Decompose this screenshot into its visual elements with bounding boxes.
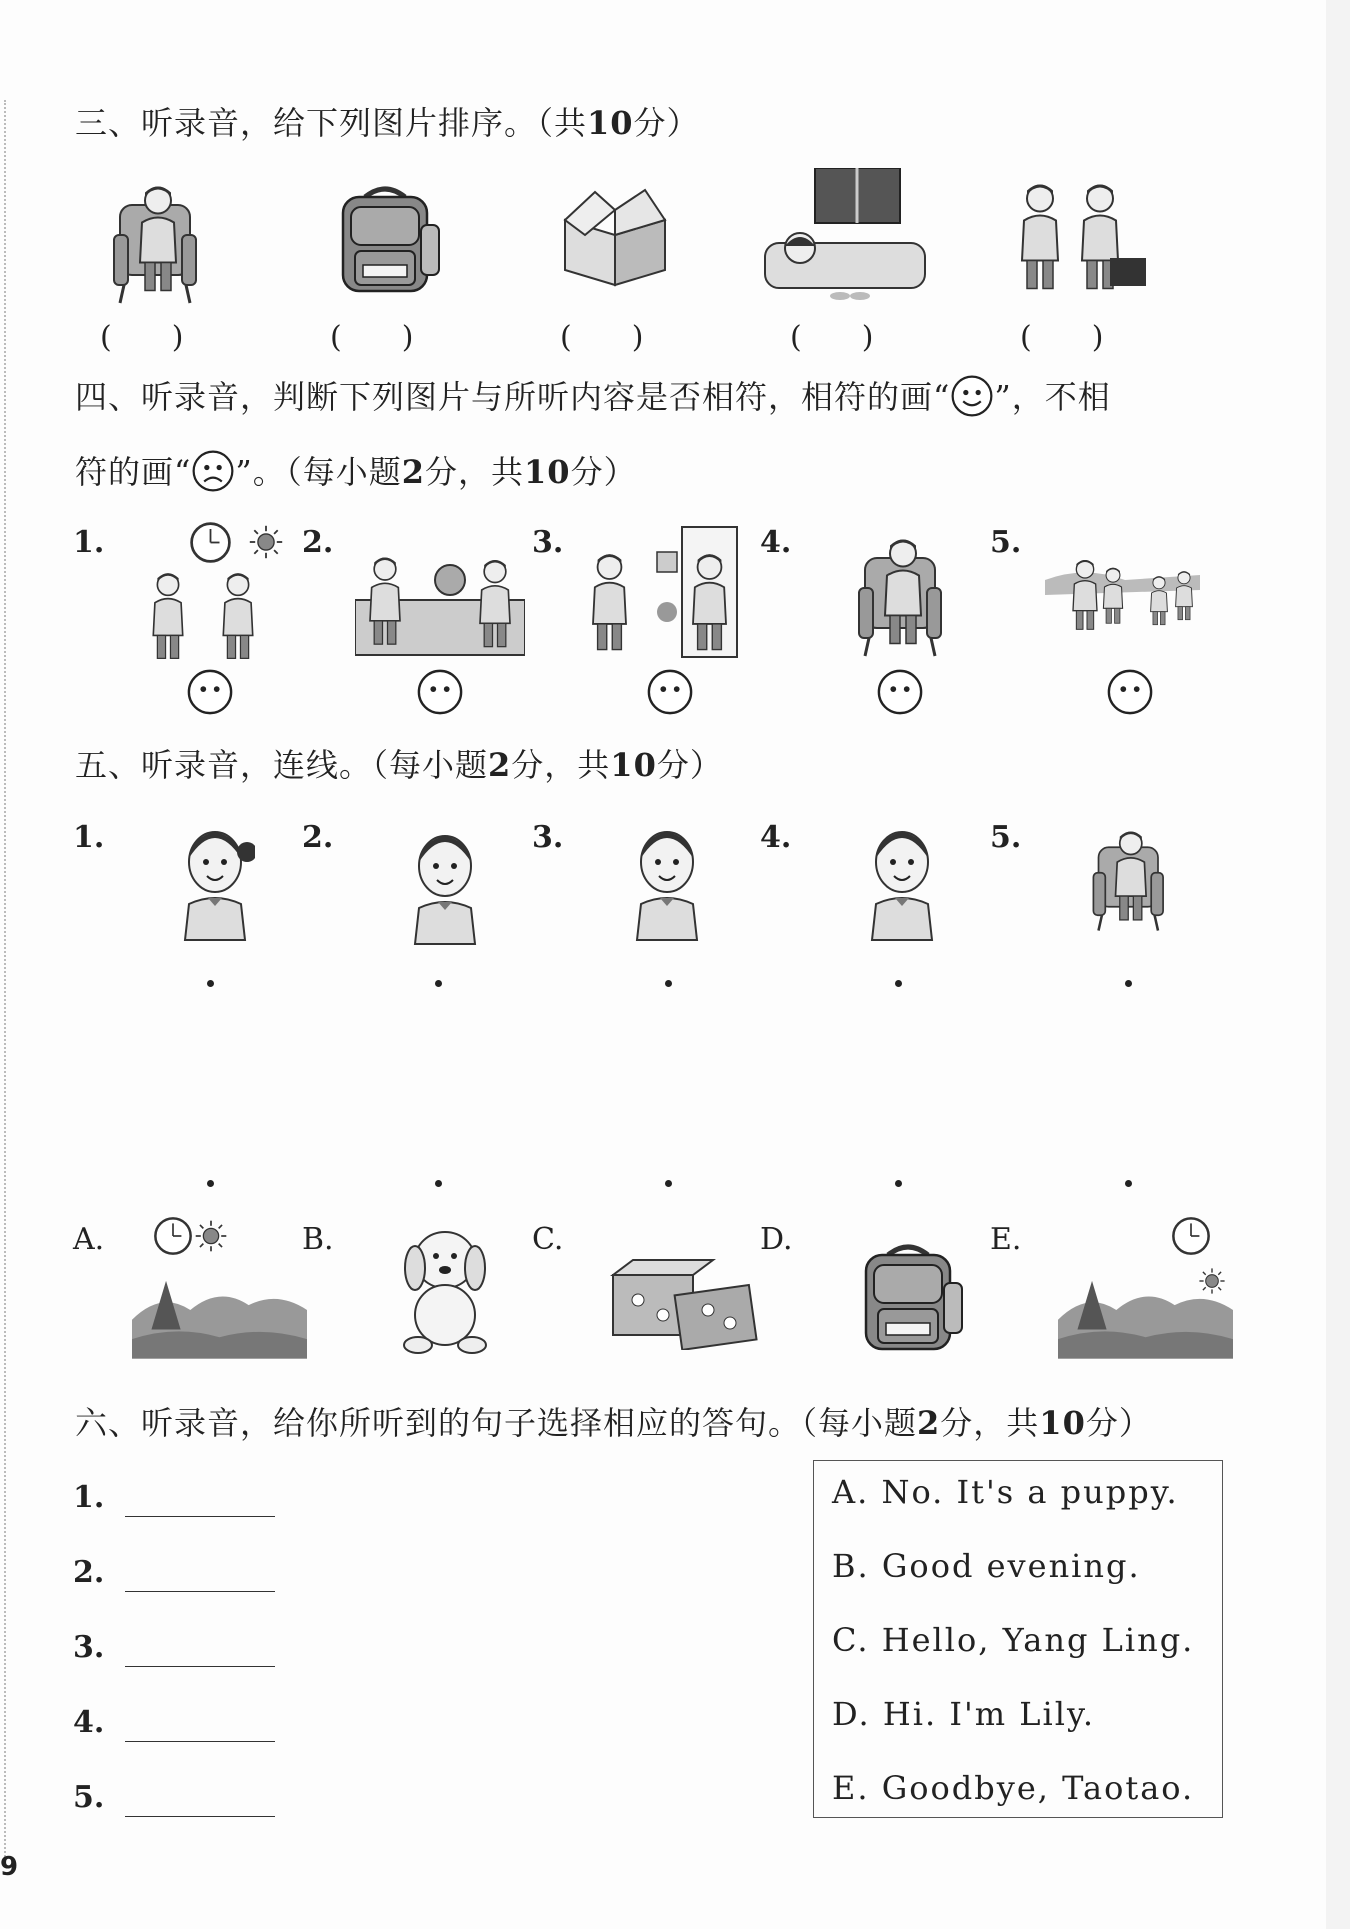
order-blank-1[interactable]: ( ) <box>100 320 184 355</box>
answer-face-5[interactable] <box>1106 668 1154 716</box>
woman-bob-picture <box>622 822 712 947</box>
match-dot-bottom-c[interactable] <box>665 1180 672 1187</box>
match-top-1-label: 1. <box>73 820 105 855</box>
match-dot-top-5[interactable] <box>1125 980 1132 987</box>
match-dot-bottom-e[interactable] <box>1125 1180 1132 1187</box>
frown-face-icon <box>191 449 235 493</box>
match-dot-bottom-a[interactable] <box>207 1180 214 1187</box>
schoolbag-picture-2 <box>848 1243 973 1358</box>
clock-sun-landscape-picture <box>132 1215 307 1360</box>
answer-face-2[interactable] <box>416 668 464 716</box>
answer-blank-line[interactable] <box>125 1741 275 1742</box>
match-dot-top-1[interactable] <box>207 980 214 987</box>
boy-short-hair-picture <box>405 826 485 951</box>
page-number: 9 <box>0 1852 19 1882</box>
schoolbag-picture <box>325 185 450 300</box>
answer-blank-line[interactable] <box>125 1516 275 1517</box>
section-4-title-line2: 符的画“ ”。（每小题2分，共10分） <box>75 447 637 493</box>
section-3-title: 三、听录音，给下列图片排序。（共10分） <box>75 104 700 142</box>
order-blank-4[interactable]: ( ) <box>790 320 874 355</box>
match-top-2-label: 2. <box>302 820 334 855</box>
section-4-title-line1: 四、听录音，判断下列图片与所听内容是否相符，相符的画“ ”，不相 <box>75 372 1111 418</box>
order-blank-5[interactable]: ( ) <box>1020 320 1104 355</box>
answer-options-box <box>813 1460 1223 1818</box>
judge-item-5-label: 5. <box>990 525 1022 560</box>
man-in-armchair-picture <box>110 175 210 305</box>
judge-item-2-label: 2. <box>302 525 334 560</box>
handshake-picture <box>1010 178 1150 303</box>
order-blank-3[interactable]: ( ) <box>560 320 644 355</box>
answer-row-number: 1. <box>73 1480 105 1515</box>
answer-blank-line[interactable] <box>125 1816 275 1817</box>
judge-item-3-label: 3. <box>532 525 564 560</box>
answer-row-number: 3. <box>73 1630 105 1665</box>
match-dot-top-4[interactable] <box>895 980 902 987</box>
judge-item-4-label: 4. <box>760 525 792 560</box>
clock-sunset-landscape-picture <box>1058 1215 1233 1360</box>
answer-blank-line[interactable] <box>125 1591 275 1592</box>
answer-option-b: B. Good evening. <box>832 1547 1141 1585</box>
girls-at-desk-picture <box>355 545 525 660</box>
page-edge <box>1326 0 1350 1929</box>
match-top-4-label: 4. <box>760 820 792 855</box>
match-bottom-a-label: A. <box>73 1222 105 1257</box>
match-bottom-c-label: C. <box>532 1222 564 1257</box>
woman-in-chair-picture <box>1090 812 1175 942</box>
answer-face-4[interactable] <box>876 668 924 716</box>
answer-option-a: A. No. It's a puppy. <box>832 1473 1179 1511</box>
smile-face-icon <box>950 374 994 418</box>
answer-option-c: C. Hello, Yang Ling. <box>832 1621 1195 1659</box>
answer-face-1[interactable] <box>186 668 234 716</box>
answer-row-number: 5. <box>73 1780 105 1815</box>
answer-option-d: D. Hi. I'm Lily. <box>832 1695 1096 1733</box>
match-bottom-b-label: B. <box>302 1222 334 1257</box>
binding-rule <box>4 100 6 1860</box>
order-blank-2[interactable]: ( ) <box>330 320 414 355</box>
answer-row-number: 4. <box>73 1705 105 1740</box>
boxes-picture <box>608 1255 758 1350</box>
match-top-3-label: 3. <box>532 820 564 855</box>
section-5-title: 五、听录音，连线。（每小题2分，共10分） <box>75 746 723 784</box>
girls-at-door-picture <box>582 522 742 662</box>
match-dot-bottom-b[interactable] <box>435 1180 442 1187</box>
answer-row-number: 2. <box>73 1555 105 1590</box>
judge-item-1-label: 1. <box>73 525 105 560</box>
family-waving-picture <box>1045 535 1200 655</box>
match-top-5-label: 5. <box>990 820 1022 855</box>
two-girls-waving-picture <box>138 520 288 660</box>
man-in-armchair-picture-2 <box>855 528 955 658</box>
answer-face-3[interactable] <box>646 668 694 716</box>
toy-dog-picture <box>390 1220 500 1355</box>
match-dot-top-2[interactable] <box>435 980 442 987</box>
answer-blank-line[interactable] <box>125 1666 275 1667</box>
girl-ponytail-picture <box>175 822 255 947</box>
girl-sleeping-picture <box>755 168 935 303</box>
match-bottom-e-label: E. <box>990 1222 1022 1257</box>
match-bottom-d-label: D. <box>760 1222 793 1257</box>
match-dot-top-3[interactable] <box>665 980 672 987</box>
boy-smiling-picture <box>862 822 942 947</box>
box-picture <box>555 180 675 295</box>
match-dot-bottom-d[interactable] <box>895 1180 902 1187</box>
section-6-title: 六、听录音，给你所听到的句子选择相应的答句。（每小题2分，共10分） <box>75 1404 1152 1442</box>
answer-option-e: E. Goodbye, Taotao. <box>832 1769 1195 1807</box>
